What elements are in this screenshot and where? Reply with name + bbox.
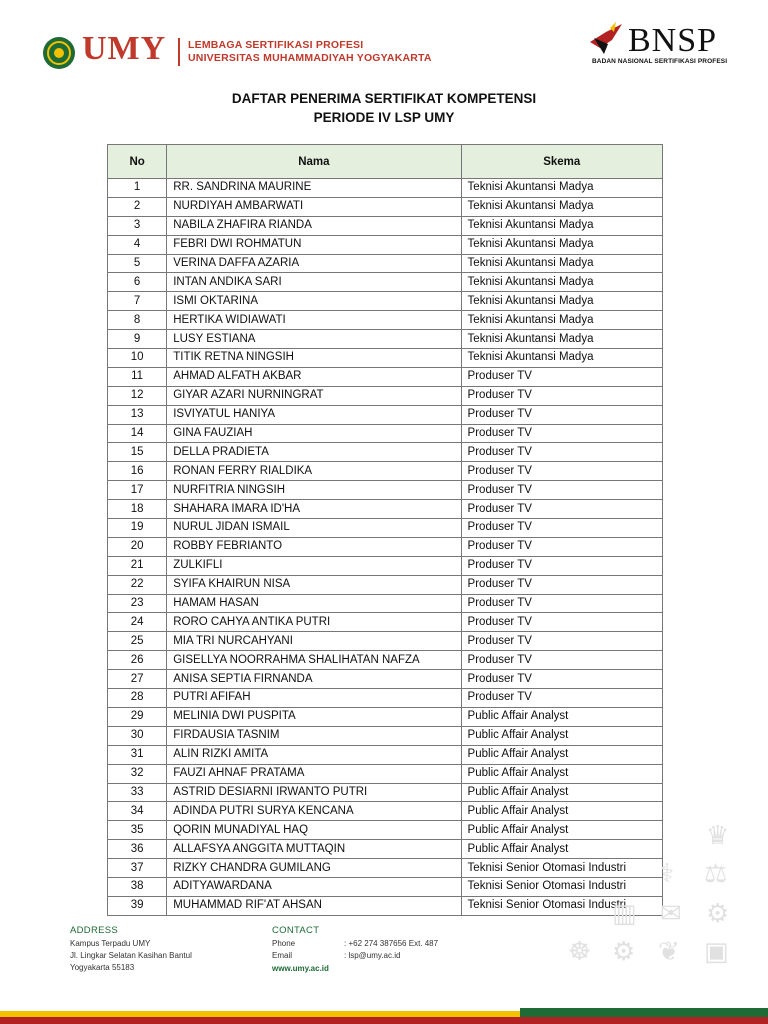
cell-skema: Teknisi Senior Otomasi Industri bbox=[461, 877, 662, 896]
cell-no: 13 bbox=[108, 405, 167, 424]
cell-skema: Teknisi Akuntansi Madya bbox=[461, 292, 662, 311]
cell-skema: Teknisi Akuntansi Madya bbox=[461, 311, 662, 330]
cell-nama: ALLAFSYA ANGGITA MUTTAQIN bbox=[167, 840, 461, 859]
document-title bbox=[0, 89, 768, 127]
cell-no: 19 bbox=[108, 519, 167, 538]
title-line-1: DAFTAR PENERIMA SERTIFIKAT KOMPETENSI bbox=[231, 91, 537, 106]
table-row bbox=[108, 537, 663, 556]
table-row bbox=[108, 349, 663, 368]
cell-skema: Teknisi Akuntansi Madya bbox=[461, 273, 662, 292]
cell-skema: Produser TV bbox=[461, 424, 662, 443]
table-body bbox=[108, 179, 663, 916]
cell-nama: RIZKY CHANDRA GUMILANG bbox=[167, 859, 461, 878]
cell-no: 27 bbox=[108, 670, 167, 689]
column-header-nama: Nama bbox=[167, 145, 461, 179]
cell-no: 39 bbox=[108, 896, 167, 915]
table-row bbox=[108, 311, 663, 330]
cell-no: 11 bbox=[108, 367, 167, 386]
table-row bbox=[108, 689, 663, 708]
contact-heading: CONTACT bbox=[272, 925, 320, 936]
cell-skema: Produser TV bbox=[461, 651, 662, 670]
cell-nama: ALIN RIZKI AMITA bbox=[167, 745, 461, 764]
table-row bbox=[108, 670, 663, 689]
address-block bbox=[70, 938, 192, 974]
cell-skema: Produser TV bbox=[461, 386, 662, 405]
column-header-skema: Skema bbox=[461, 145, 662, 179]
table-row bbox=[108, 481, 663, 500]
cell-skema: Produser TV bbox=[461, 537, 662, 556]
cell-no: 32 bbox=[108, 764, 167, 783]
cell-skema: Public Affair Analyst bbox=[461, 783, 662, 802]
cell-no: 18 bbox=[108, 500, 167, 519]
lsp-name bbox=[188, 39, 432, 65]
table-row bbox=[108, 292, 663, 311]
table-row bbox=[108, 443, 663, 462]
cell-skema: Produser TV bbox=[461, 367, 662, 386]
cell-skema: Produser TV bbox=[461, 632, 662, 651]
cell-no: 16 bbox=[108, 462, 167, 481]
table-row bbox=[108, 802, 663, 821]
cell-nama: AHMAD ALFATH AKBAR bbox=[167, 367, 461, 386]
gear-watermark-icon: ⚙ bbox=[706, 898, 730, 928]
table-row bbox=[108, 500, 663, 519]
cell-skema: Teknisi Akuntansi Madya bbox=[461, 197, 662, 216]
cell-nama: ADINDA PUTRI SURYA KENCANA bbox=[167, 802, 461, 821]
cell-nama: ROBBY FEBRIANTO bbox=[167, 537, 461, 556]
cell-nama: NURDIYAH AMBARWATI bbox=[167, 197, 461, 216]
cell-nama: FAUZI AHNAF PRATAMA bbox=[167, 764, 461, 783]
table-row bbox=[108, 877, 663, 896]
bnsp-wordmark: BNSP bbox=[628, 22, 718, 59]
cell-nama: FIRDAUSIA TASNIM bbox=[167, 726, 461, 745]
cell-no: 20 bbox=[108, 537, 167, 556]
chart-watermark-icon: ▣ bbox=[704, 936, 729, 966]
cell-no: 17 bbox=[108, 481, 167, 500]
cell-skema: Teknisi Akuntansi Madya bbox=[461, 179, 662, 198]
phone-label: Phone bbox=[272, 939, 296, 948]
lsp-line-1: LEMBAGA SERTIFIKASI PROFESI bbox=[188, 39, 364, 51]
table-row bbox=[108, 519, 663, 538]
cell-no: 29 bbox=[108, 707, 167, 726]
cell-no: 30 bbox=[108, 726, 167, 745]
cell-nama: HERTIKA WIDIAWATI bbox=[167, 311, 461, 330]
email-value: : lsp@umy.ac.id bbox=[344, 951, 401, 960]
cell-skema: Produser TV bbox=[461, 519, 662, 538]
table-row bbox=[108, 197, 663, 216]
cell-no: 8 bbox=[108, 311, 167, 330]
table-row bbox=[108, 745, 663, 764]
header-divider bbox=[178, 38, 180, 66]
cell-no: 26 bbox=[108, 651, 167, 670]
table-row bbox=[108, 859, 663, 878]
cell-skema: Produser TV bbox=[461, 462, 662, 481]
table-row bbox=[108, 386, 663, 405]
address-heading: ADDRESS bbox=[70, 925, 119, 936]
email-label: Email bbox=[272, 951, 293, 960]
cell-no: 22 bbox=[108, 575, 167, 594]
cell-nama: GIYAR AZARI NURNINGRAT bbox=[167, 386, 461, 405]
cell-nama: NABILA ZHAFIRA RIANDA bbox=[167, 216, 461, 235]
cell-skema: Public Affair Analyst bbox=[461, 764, 662, 783]
cell-nama: MUHAMMAD RIF'AT AHSAN bbox=[167, 896, 461, 915]
cell-nama: FEBRI DWI ROHMATUN bbox=[167, 235, 461, 254]
cell-no: 10 bbox=[108, 349, 167, 368]
cell-skema: Produser TV bbox=[461, 405, 662, 424]
table-row bbox=[108, 651, 663, 670]
cell-no: 37 bbox=[108, 859, 167, 878]
cell-skema: Teknisi Akuntansi Madya bbox=[461, 254, 662, 273]
cell-no: 2 bbox=[108, 197, 167, 216]
chat-watermark-icon: ✉ bbox=[660, 898, 682, 928]
cell-no: 15 bbox=[108, 443, 167, 462]
cell-nama: ZULKIFLI bbox=[167, 556, 461, 575]
cell-nama: RONAN FERRY RIALDIKA bbox=[167, 462, 461, 481]
cell-no: 33 bbox=[108, 783, 167, 802]
table-row bbox=[108, 179, 663, 198]
table-row bbox=[108, 726, 663, 745]
table-row bbox=[108, 575, 663, 594]
cell-nama: HAMAM HASAN bbox=[167, 594, 461, 613]
cell-nama: GISELLYA NOORRAHMA SHALIHATAN NAFZA bbox=[167, 651, 461, 670]
cell-skema: Public Affair Analyst bbox=[461, 726, 662, 745]
cell-nama: GINA FAUZIAH bbox=[167, 424, 461, 443]
table-row bbox=[108, 462, 663, 481]
cell-skema: Teknisi Senior Otomasi Industri bbox=[461, 896, 662, 915]
cell-no: 25 bbox=[108, 632, 167, 651]
cell-nama: RORO CAHYA ANTIKA PUTRI bbox=[167, 613, 461, 632]
cell-skema: Public Affair Analyst bbox=[461, 821, 662, 840]
cell-nama: ADITYAWARDANA bbox=[167, 877, 461, 896]
cell-no: 24 bbox=[108, 613, 167, 632]
cell-no: 34 bbox=[108, 802, 167, 821]
cell-skema: Produser TV bbox=[461, 500, 662, 519]
table-row bbox=[108, 594, 663, 613]
cell-skema: Teknisi Akuntansi Madya bbox=[461, 216, 662, 235]
building-watermark-icon: ▥ bbox=[612, 898, 637, 928]
table-row bbox=[108, 330, 663, 349]
table-row bbox=[108, 707, 663, 726]
cell-nama: SHAHARA IMARA ID'HA bbox=[167, 500, 461, 519]
cell-skema: Produser TV bbox=[461, 556, 662, 575]
lsp-line-2: UNIVERSITAS MUHAMMADIYAH YOGYAKARTA bbox=[188, 52, 432, 64]
table-row bbox=[108, 216, 663, 235]
cell-skema: Teknisi Senior Otomasi Industri bbox=[461, 859, 662, 878]
table-row bbox=[108, 556, 663, 575]
title-line-2: PERIODE IV LSP UMY bbox=[313, 110, 455, 125]
cell-nama: LUSY ESTIANA bbox=[167, 330, 461, 349]
cell-no: 6 bbox=[108, 273, 167, 292]
column-header-no: No bbox=[108, 145, 167, 179]
table-row bbox=[108, 273, 663, 292]
cell-no: 38 bbox=[108, 877, 167, 896]
cell-skema: Produser TV bbox=[461, 575, 662, 594]
table-row bbox=[108, 840, 663, 859]
cell-skema: Produser TV bbox=[461, 443, 662, 462]
table-row bbox=[108, 235, 663, 254]
cell-nama: NURUL JIDAN ISMAIL bbox=[167, 519, 461, 538]
footer-green-bar bbox=[520, 1008, 768, 1017]
cell-no: 7 bbox=[108, 292, 167, 311]
cell-nama: ISMI OKTARINA bbox=[167, 292, 461, 311]
cell-skema: Teknisi Akuntansi Madya bbox=[461, 349, 662, 368]
cell-nama: NURFITRIA NINGSIH bbox=[167, 481, 461, 500]
cell-nama: SYIFA KHAIRUN NISA bbox=[167, 575, 461, 594]
cell-skema: Produser TV bbox=[461, 689, 662, 708]
website-link[interactable]: www.umy.ac.id bbox=[272, 964, 329, 973]
trophy-watermark-icon: ♛ bbox=[706, 820, 730, 850]
table-row bbox=[108, 254, 663, 273]
cell-no: 21 bbox=[108, 556, 167, 575]
cell-skema: Public Affair Analyst bbox=[461, 707, 662, 726]
cell-nama: MIA TRI NURCAHYANI bbox=[167, 632, 461, 651]
table-row bbox=[108, 764, 663, 783]
table-row bbox=[108, 783, 663, 802]
table-row bbox=[108, 424, 663, 443]
cell-nama: PUTRI AFIFAH bbox=[167, 689, 461, 708]
cell-nama: TITIK RETNA NINGSIH bbox=[167, 349, 461, 368]
recipient-table bbox=[107, 144, 663, 916]
cell-no: 28 bbox=[108, 689, 167, 708]
hands-watermark-icon: ☸ bbox=[568, 936, 592, 966]
umy-wordmark: UMY bbox=[82, 30, 167, 67]
cell-skema: Produser TV bbox=[461, 481, 662, 500]
scale-watermark-icon: ⚖ bbox=[704, 858, 728, 888]
cell-no: 31 bbox=[108, 745, 167, 764]
bnsp-subtitle: BADAN NASIONAL SERTIFIKASI PROFESI bbox=[592, 58, 728, 65]
cell-no: 1 bbox=[108, 179, 167, 198]
table-header-row bbox=[108, 145, 663, 179]
cell-skema: Public Affair Analyst bbox=[461, 802, 662, 821]
cogs-watermark-icon: ⚙ bbox=[612, 936, 636, 966]
table-row bbox=[108, 821, 663, 840]
cell-no: 4 bbox=[108, 235, 167, 254]
cell-nama: QORIN MUNADIYAL HAQ bbox=[167, 821, 461, 840]
cell-no: 14 bbox=[108, 424, 167, 443]
cell-nama: ASTRID DESIARNI IRWANTO PUTRI bbox=[167, 783, 461, 802]
cell-nama: VERINA DAFFA AZARIA bbox=[167, 254, 461, 273]
stethoscope-watermark-icon: ⚕ bbox=[660, 858, 675, 888]
address-line-2: Jl. Lingkar Selatan Kasihan Bantul bbox=[70, 951, 192, 960]
cell-skema: Teknisi Akuntansi Madya bbox=[461, 330, 662, 349]
cell-no: 9 bbox=[108, 330, 167, 349]
cell-nama: ANISA SEPTIA FIRNANDA bbox=[167, 670, 461, 689]
phone-value: : +62 274 387656 Ext. 487 bbox=[344, 939, 439, 948]
address-line-1: Kampus Terpadu UMY bbox=[70, 939, 151, 948]
cell-no: 3 bbox=[108, 216, 167, 235]
letterhead bbox=[0, 0, 768, 90]
cell-no: 23 bbox=[108, 594, 167, 613]
table-row bbox=[108, 896, 663, 915]
cell-nama: INTAN ANDIKA SARI bbox=[167, 273, 461, 292]
cell-nama: RR. SANDRINA MAURINE bbox=[167, 179, 461, 198]
table-row bbox=[108, 367, 663, 386]
leaf-watermark-icon: ❦ bbox=[658, 936, 680, 966]
cell-no: 35 bbox=[108, 821, 167, 840]
cell-skema: Produser TV bbox=[461, 594, 662, 613]
cell-skema: Produser TV bbox=[461, 670, 662, 689]
footer-red-bar bbox=[0, 1017, 768, 1024]
cell-skema: Teknisi Akuntansi Madya bbox=[461, 235, 662, 254]
cell-no: 5 bbox=[108, 254, 167, 273]
cell-nama: ISVIYATUL HANIYA bbox=[167, 405, 461, 424]
cell-no: 12 bbox=[108, 386, 167, 405]
cell-skema: Public Affair Analyst bbox=[461, 840, 662, 859]
cell-skema: Produser TV bbox=[461, 613, 662, 632]
table-row bbox=[108, 613, 663, 632]
cell-no: 36 bbox=[108, 840, 167, 859]
umy-seal-icon bbox=[42, 36, 76, 70]
address-line-3: Yogyakarta 55183 bbox=[70, 963, 135, 972]
cell-skema: Public Affair Analyst bbox=[461, 745, 662, 764]
table-row bbox=[108, 632, 663, 651]
cell-nama: DELLA PRADIETA bbox=[167, 443, 461, 462]
bnsp-garuda-icon bbox=[586, 18, 626, 58]
cell-nama: MELINIA DWI PUSPITA bbox=[167, 707, 461, 726]
table-row bbox=[108, 405, 663, 424]
